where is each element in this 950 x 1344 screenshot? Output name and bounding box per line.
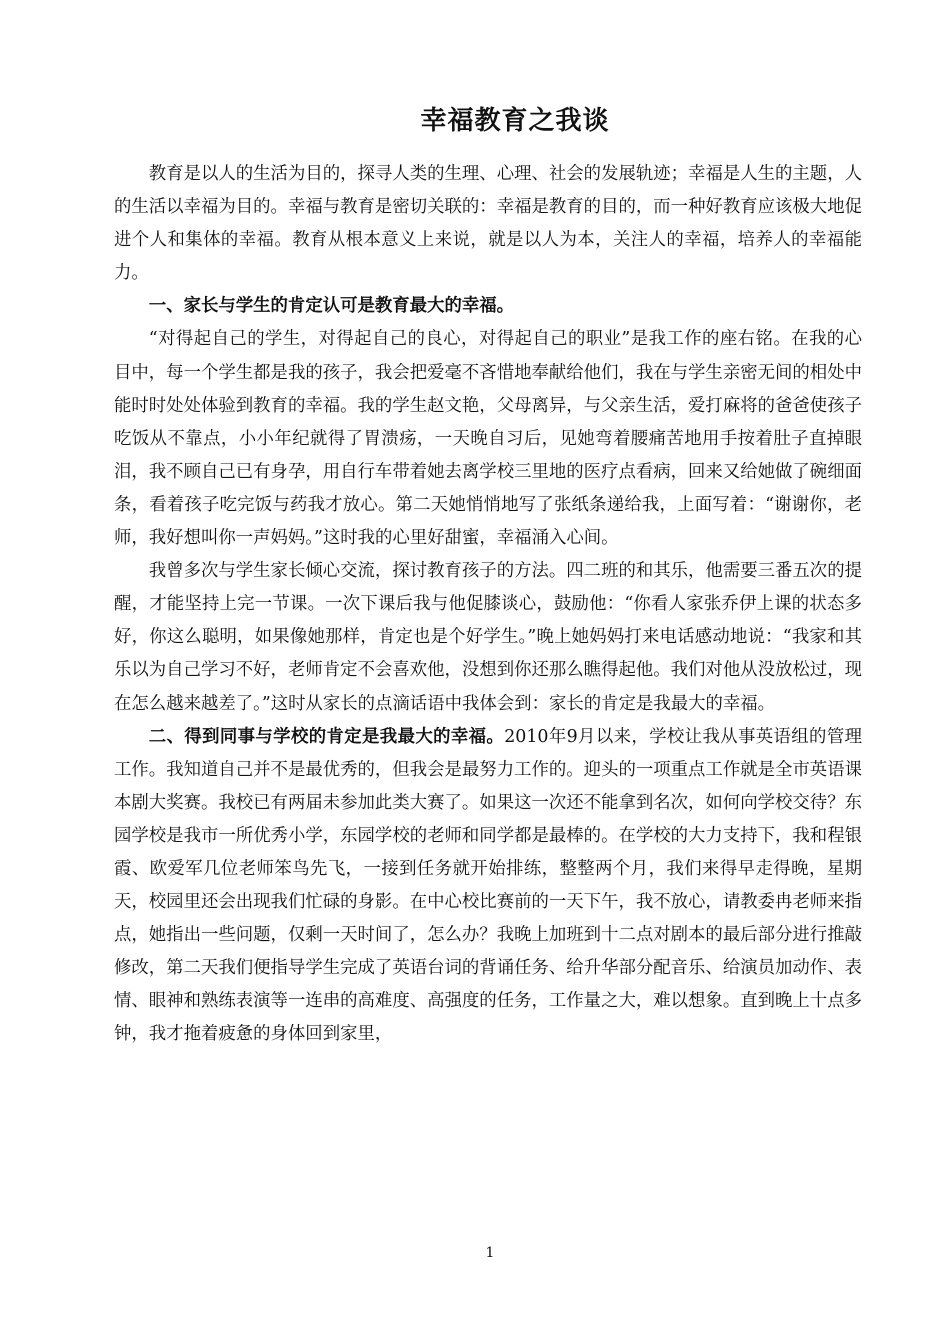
section1-paragraph-1: “对得起自己的学生，对得起自己的良心，对得起自己的职业”是我工作的座右铭。在我的心目中，每一个学生都是我的孩子，我会把爱毫不吝惜地奉献给他们，我在与学生亲密无间的相处中能时时处处体验到教育的幸福。我的学生赵文艳，父母离异，与父亲生活，爱打麻将的爸爸使孩子吃饭从不靠点，小小年纪就得了胃溃疡，一天晚自习后，见她弯着腰痛苦地用手按着肚子直掉眼泪，我不顾自己已有身孕，用自行车带着她去离学校三里地的医疗点看病，回来又给她做了碗细面条，看着孩子吃完饭与药我才放心。第二天她悄悄地写了张纸条递给我，上面写着：“谢谢你，老师，我好想叫你一声妈妈。”这时我的心里好甜蜜，幸福涌入心间。 [114, 329, 862, 549]
section2-paragraph [114, 721, 862, 1052]
section-heading-2: 二、得到同事与学校的肯定是我最大的幸福。 [148, 726, 505, 747]
section1-paragraph-2: 我曾多次与学生家长倾心交流，探讨教育孩子的方法。四二班的和其乐，他需要三番五次的提醒，才能坚持上完一节课。一次下课后我与他促膝谈心，鼓励他：“你看人家张乔伊上课的状态多好，你这么聪明，如果像她那样，肯定也是个好学生。”晚上她妈妈打来电话感动地说：“我家和其乐以为自己学习不好，老师肯定不会喜欢他，没想到你还那么瞧得起他。我们对他从没放松过，现在怎么越来越差了。”这时从家长的点滴话语中我体会到：家长的肯定是我最大的幸福。 [114, 561, 862, 714]
intro-paragraph: 教育是以人的生活为目的，探寻人类的生理、心理、社会的发展轨迹；幸福是人生的主题，人的生活以幸福为目的。幸福与教育是密切关联的：幸福是教育的目的，而一种好教育应该极大地促进个人和集体的幸福。教育从根本意义上来说，就是以人为本，关注人的幸福，培养人的幸福能力。 [114, 164, 862, 284]
page-number: 1 [485, 1245, 495, 1261]
section-heading-1: 一、家长与学生的肯定认可是教育最大的幸福。 [148, 296, 515, 317]
section2-body-text: 2010年9月以来，学校让我从事英语组的管理工作。我知道自己并不是最优秀的，但我会是最努力工作的。迎头的一项重点工作就是全市英语课本剧大奖赛。我校已有两届未参加此类大赛了。如果这一次还不能拿到名次，如何向学校交待？东园学校是我市一所优秀小学，东园学校的老师和同学都是最棒的。在学校的大力支持下，我和程银霞、欧爱军几位老师笨鸟先飞，一接到任务就开始排练，整整两个月，我们来得早走得晚，星期天，校园里还会出现我们忙碌的身影。在中心校比赛前的一天下午，我不放心，请教委冉老师来指点，她指出一些问题，仅剩一天时间了，怎么办？我晚上加班到十二点对剧本的最后部分进行推敲修改，第二天我们便指导学生完成了英语台词的背诵任务、给升华部分配音乐、给演员加动作、表情、眼神和熟练表演等一连串的高难度、高强度的任务，工作量之大，难以想象。直到晚上十点多钟，我才拖着疲惫的身体回到家里， [114, 726, 862, 1045]
document-body [114, 158, 862, 1052]
document-title: 幸福教育之我谈 [420, 106, 610, 136]
